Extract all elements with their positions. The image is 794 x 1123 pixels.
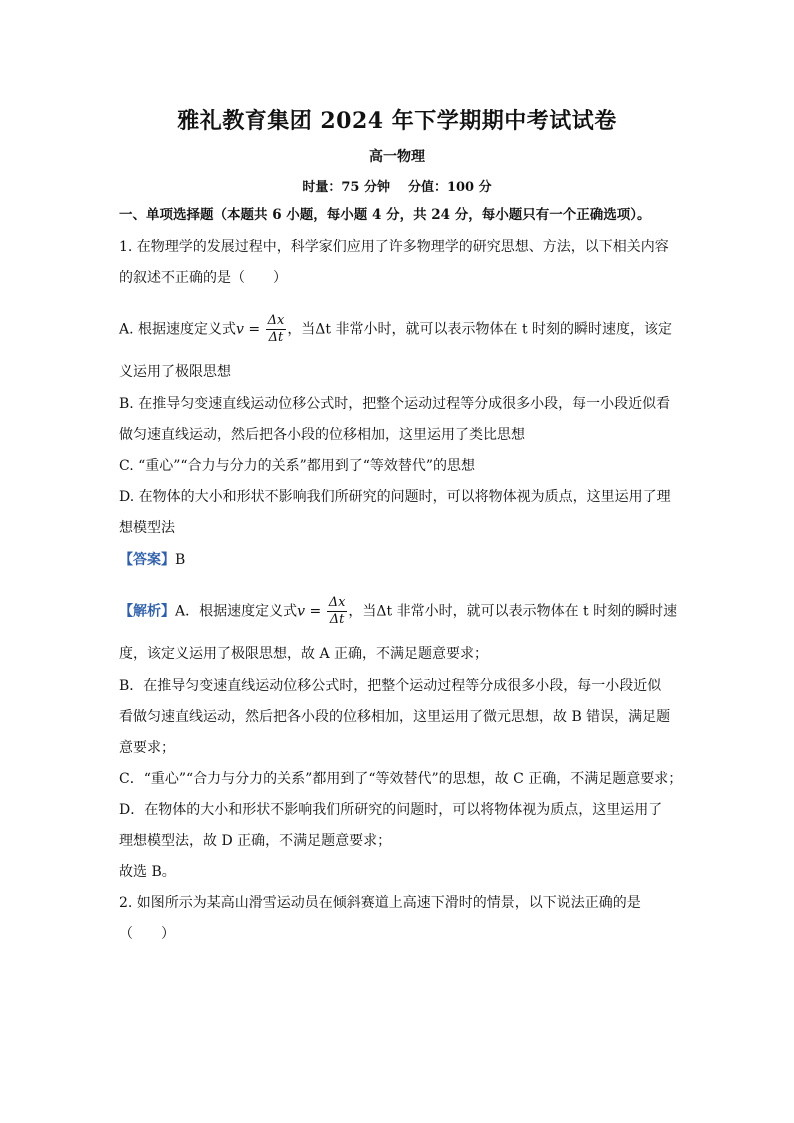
q2-stem-line2: （ ） bbox=[119, 926, 175, 942]
section-heading: 一、单项选择题（本题共 6 小题，每小题 4 分，共 24 分，每小题只有一个正确选项）。 bbox=[119, 207, 651, 223]
q1-analysis-b-line2: 看做匀速直线运动，然后把各小段的位移相加，这里运用了微元思想，故 B 错误，满足题 bbox=[119, 709, 671, 725]
page-title: 雅礼教育集团 2024 年下学期期中考试试卷 bbox=[177, 108, 617, 134]
exam-info bbox=[0, 176, 794, 195]
q1-option-d-line2: 想模型法 bbox=[119, 520, 175, 536]
option-a-text-cont: ，当Δt 非常小时，就可以表示物体在 t 时刻的瞬时速度，该定 bbox=[287, 321, 673, 338]
formula-eq: = bbox=[305, 603, 326, 620]
q1-conclusion: 故选 B。 bbox=[119, 864, 176, 880]
total-score: 分值：100 分 bbox=[407, 180, 492, 195]
fraction-denominator: Δt bbox=[329, 612, 345, 627]
q1-analysis-d-line1: D．在物体的大小和形状不影响我们所研究的问题时，可以将物体视为质点，这里运用了 bbox=[119, 802, 663, 818]
q1-option-b-line2: 做匀速直线运动，然后把各小段的位移相加，这里运用了类比思想 bbox=[119, 427, 525, 443]
answer-tag: 【答案】 bbox=[119, 552, 175, 568]
fraction-numerator: Δx bbox=[328, 595, 346, 610]
q1-analysis-b-line3: 意要求； bbox=[119, 740, 175, 756]
subject-label: 高一物理 bbox=[369, 149, 425, 165]
q1-option-c: C. “重心”“合力与分力的关系”都用到了“等效替代”的思想 bbox=[119, 458, 476, 474]
fraction-numerator: Δx bbox=[267, 313, 285, 328]
analysis-tag: 【解析】 bbox=[119, 603, 175, 620]
formula-fraction bbox=[327, 595, 348, 628]
analysis-a-text: A．根据速度定义式 bbox=[175, 603, 298, 620]
q1-analysis-b-line1: B．在推导匀变速直线运动位移公式时，把整个运动过程等分成很多小段，每一小段近似 bbox=[119, 678, 662, 694]
q1-option-b-line1: B. 在推导匀变速直线运动位移公式时，把整个运动过程等分成很多小段，每一小段近似看 bbox=[119, 396, 671, 412]
fraction-denominator: Δt bbox=[268, 330, 284, 345]
formula-fraction bbox=[266, 313, 287, 346]
answer-value: B bbox=[175, 552, 186, 568]
analysis-a-text-cont: ，当Δt 非常小时，就可以表示物体在 t 时刻的瞬时速 bbox=[348, 603, 678, 620]
q1-stem-line2: 的叙述不正确的是（ ） bbox=[119, 270, 287, 286]
q1-option-d-line1: D. 在物体的大小和形状不影响我们所研究的问题时，可以将物体视为质点，这里运用了理 bbox=[119, 489, 671, 505]
q1-stem-line1: 1. 在物理学的发展过程中，科学家们应用了许多物理学的研究思想、方法，以下相关内容 bbox=[119, 239, 669, 255]
time-limit: 时量：75 分钟 bbox=[302, 180, 390, 195]
q1-analysis-d-line2: 理想模型法，故 D 正确，不满足题意要求； bbox=[119, 833, 392, 849]
q1-analysis-c: C．“重心”“合力与分力的关系”都用到了“等效替代”的思想，故 C 正确，不满足题意要求； bbox=[119, 771, 683, 787]
q1-option-a-line2: 义运用了极限思想 bbox=[119, 364, 231, 380]
q1-analysis-a-line2: 度，该定义运用了极限思想，故 A 正确，不满足题意要求； bbox=[119, 646, 489, 662]
q1-answer bbox=[119, 550, 185, 570]
q2-stem-line1: 2. 如图所示为某高山滑雪运动员在倾斜赛道上高速下滑时的情景，以下说法正确的是 bbox=[119, 895, 641, 911]
formula-eq: = bbox=[243, 321, 265, 338]
formula-v: v bbox=[236, 321, 244, 338]
q1-option-a bbox=[119, 313, 672, 346]
q1-analysis-a bbox=[119, 595, 677, 628]
formula-v: v bbox=[297, 603, 306, 620]
option-a-text: A. 根据速度定义式 bbox=[119, 321, 237, 338]
